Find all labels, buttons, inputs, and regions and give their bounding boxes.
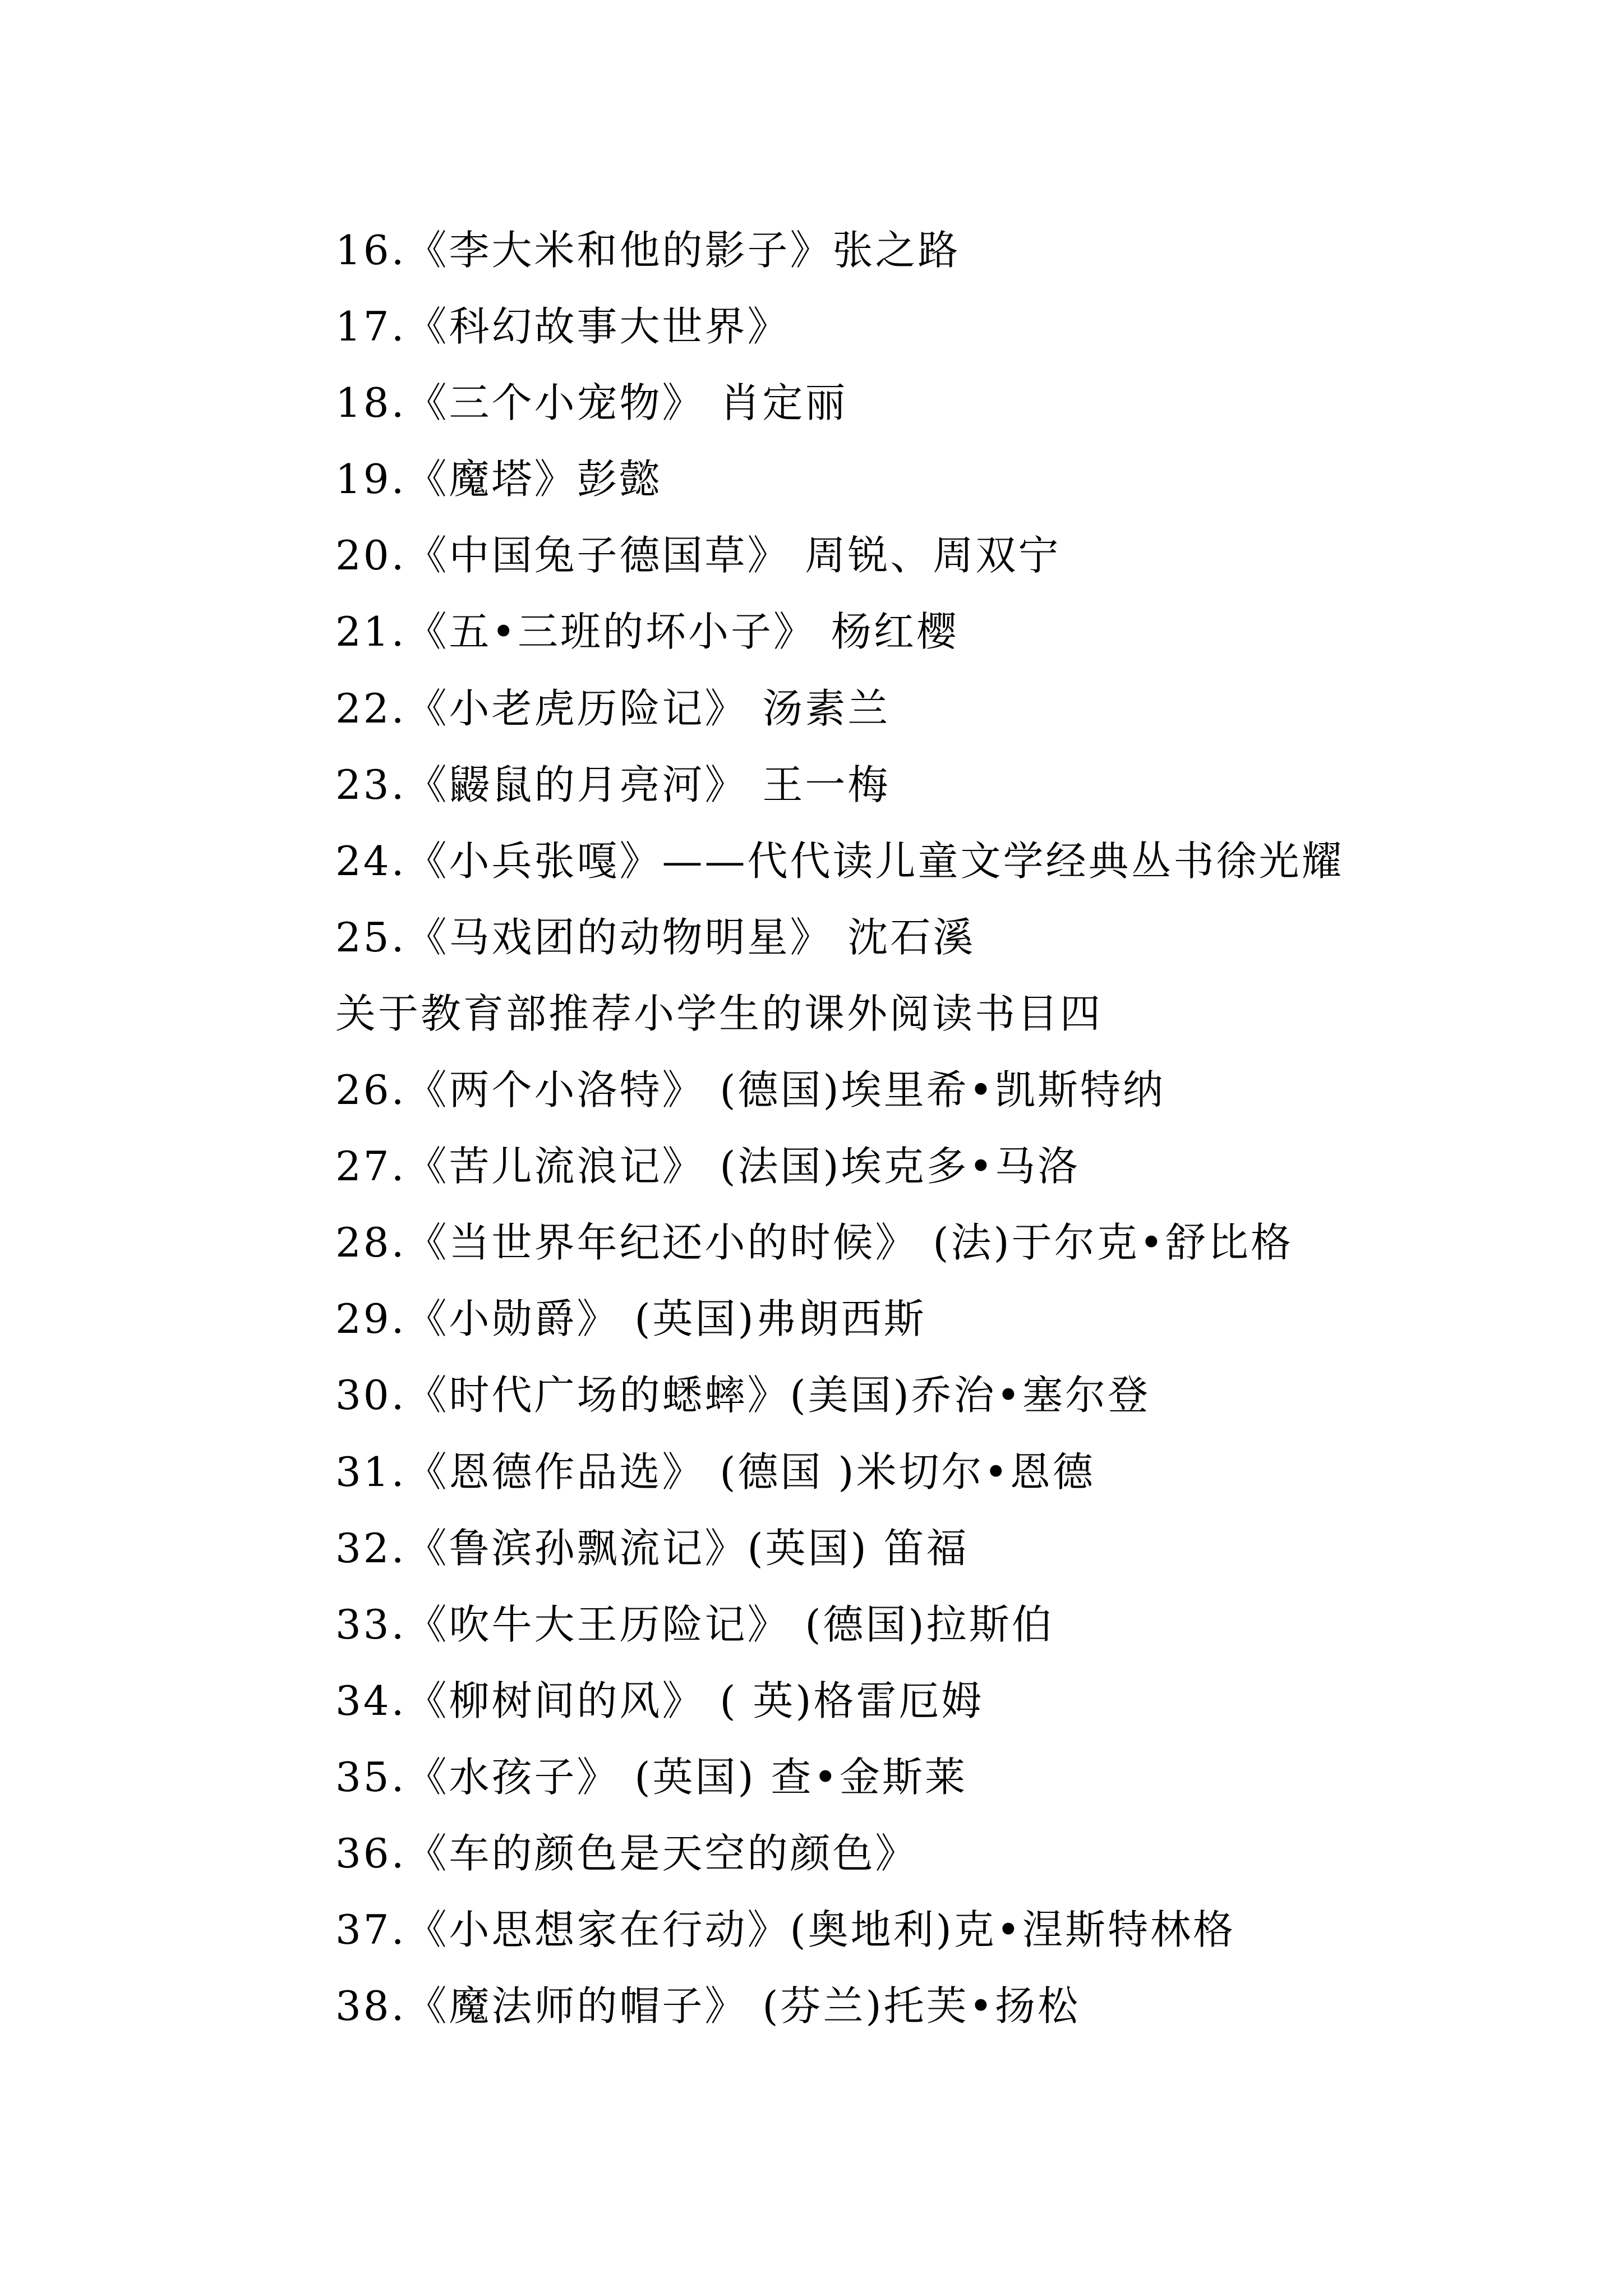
book-list-item: 18.《三个小宠物》 肖定丽 xyxy=(335,379,848,427)
section-heading: 关于教育部推荐小学生的课外阅读书目四 xyxy=(335,990,1103,1037)
book-list-item: 35.《水孩子》 (英国) 查•金斯莱 xyxy=(335,1753,967,1801)
book-list-item: 33.《吹牛大王历险记》 (德国)拉斯伯 xyxy=(335,1600,1054,1648)
book-list-item: 28.《当世界年纪还小的时候》 (法)于尔克•舒比格 xyxy=(335,1219,1294,1267)
book-list-item: 34.《柳树间的风》 ( 英)格雷厄姆 xyxy=(335,1677,984,1724)
book-list-item: 29.《小勋爵》 (英国)弗朗西斯 xyxy=(335,1295,926,1343)
book-list-item: 21.《五•三班的坏小子》 杨红樱 xyxy=(335,608,959,656)
book-list-item: 31.《恩德作品选》 (德国 )米切尔•恩德 xyxy=(335,1448,1095,1496)
book-list-item: 17.《科幻故事大世界》 xyxy=(335,303,790,351)
book-list-item: 16.《李大米和他的影子》张之路 xyxy=(335,227,961,274)
book-list-item: 24.《小兵张嘎》——代代读儿童文学经典丛书徐光耀 xyxy=(335,837,1344,885)
book-list-item: 25.《马戏团的动物明星》 沈石溪 xyxy=(335,913,976,961)
book-list-item: 37.《小思想家在行动》(奥地利)克•涅斯特林格 xyxy=(335,1906,1236,1954)
book-list-item: 19.《魔塔》彭懿 xyxy=(335,455,662,503)
book-list-item: 38.《魔法师的帽子》 (芬兰)托芙•扬松 xyxy=(335,1982,1081,2030)
book-list-item: 32.《鲁滨孙飘流记》(英国) 笛福 xyxy=(335,1524,969,1572)
book-list-item: 22.《小老虎历险记》 汤素兰 xyxy=(335,684,891,732)
book-list-item: 20.《中国兔子德国草》 周锐、周双宁 xyxy=(335,532,1061,579)
book-list-item: 23.《鼹鼠的月亮河》 王一梅 xyxy=(335,761,891,808)
book-list-item: 36.《车的颜色是天空的颜色》 xyxy=(335,1829,918,1877)
book-list xyxy=(335,212,1513,2044)
book-list-item: 26.《两个小洛特》 (德国)埃里希•凯斯特纳 xyxy=(335,1066,1166,1114)
book-list-item: 27.《苦儿流浪记》 (法国)埃克多•马洛 xyxy=(335,1143,1081,1190)
book-list-item: 30.《时代广场的蟋蟀》(美国)乔治•塞尔登 xyxy=(335,1372,1151,1419)
